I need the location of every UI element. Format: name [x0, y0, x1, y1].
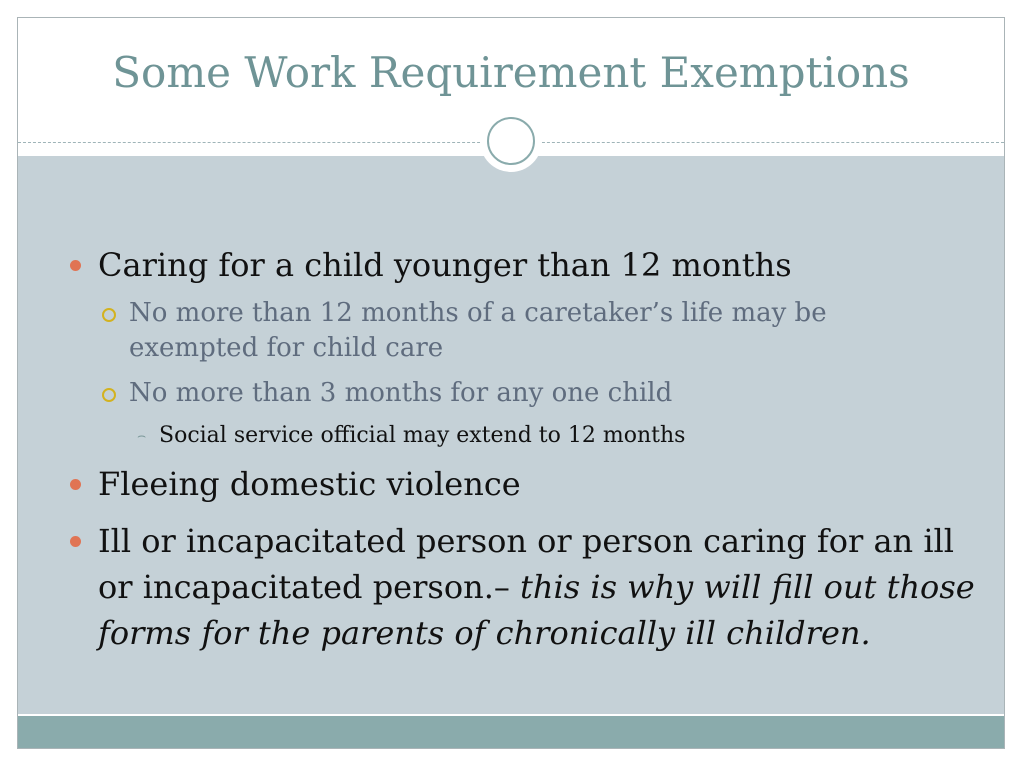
filled-circle-bullet-icon [70, 536, 81, 547]
sub-bullet-text: No more than 12 months of a caretaker’s life may be exempted for child care [129, 298, 827, 363]
sub-sub-bullet-text: Social service official may extend to 12 months [159, 423, 686, 448]
emblem-center [492, 122, 530, 160]
sub-bullet-caretaker-limit [129, 296, 949, 366]
bullet-item-child-care [98, 242, 978, 288]
bullet-text: Fleeing domestic violence [98, 465, 521, 503]
slide [17, 17, 1005, 749]
sub-bullet-child-limit [129, 376, 949, 411]
bullet-text: Caring for a child younger than 12 months [98, 246, 792, 284]
filled-circle-bullet-icon [70, 479, 81, 490]
footer-bar [18, 716, 1004, 749]
small-x-bullet-icon: ⌢ [137, 428, 147, 444]
sub-sub-bullet-extension [137, 421, 939, 451]
emblem-ring [487, 117, 535, 165]
bullet-text: Ill or incapacitated person or person caring for an ill or incapacitated person.– [98, 522, 955, 606]
sub-bullet-text: No more than 3 months for any one child [129, 378, 673, 408]
bullet-item-incapacitated [98, 518, 978, 656]
circle-ring-emblem-icon [480, 110, 542, 172]
filled-circle-bullet-icon [70, 260, 81, 271]
content-area [18, 156, 1004, 714]
hollow-circle-bullet-icon [102, 388, 116, 402]
slide-title: Some Work Requirement Exemptions [112, 48, 910, 97]
hollow-circle-bullet-icon [102, 308, 116, 322]
bullet-item-domestic-violence [98, 461, 978, 507]
bullet-emphasis-text: this is why will fill out those forms for the parents of chronically ill children. [98, 568, 975, 652]
